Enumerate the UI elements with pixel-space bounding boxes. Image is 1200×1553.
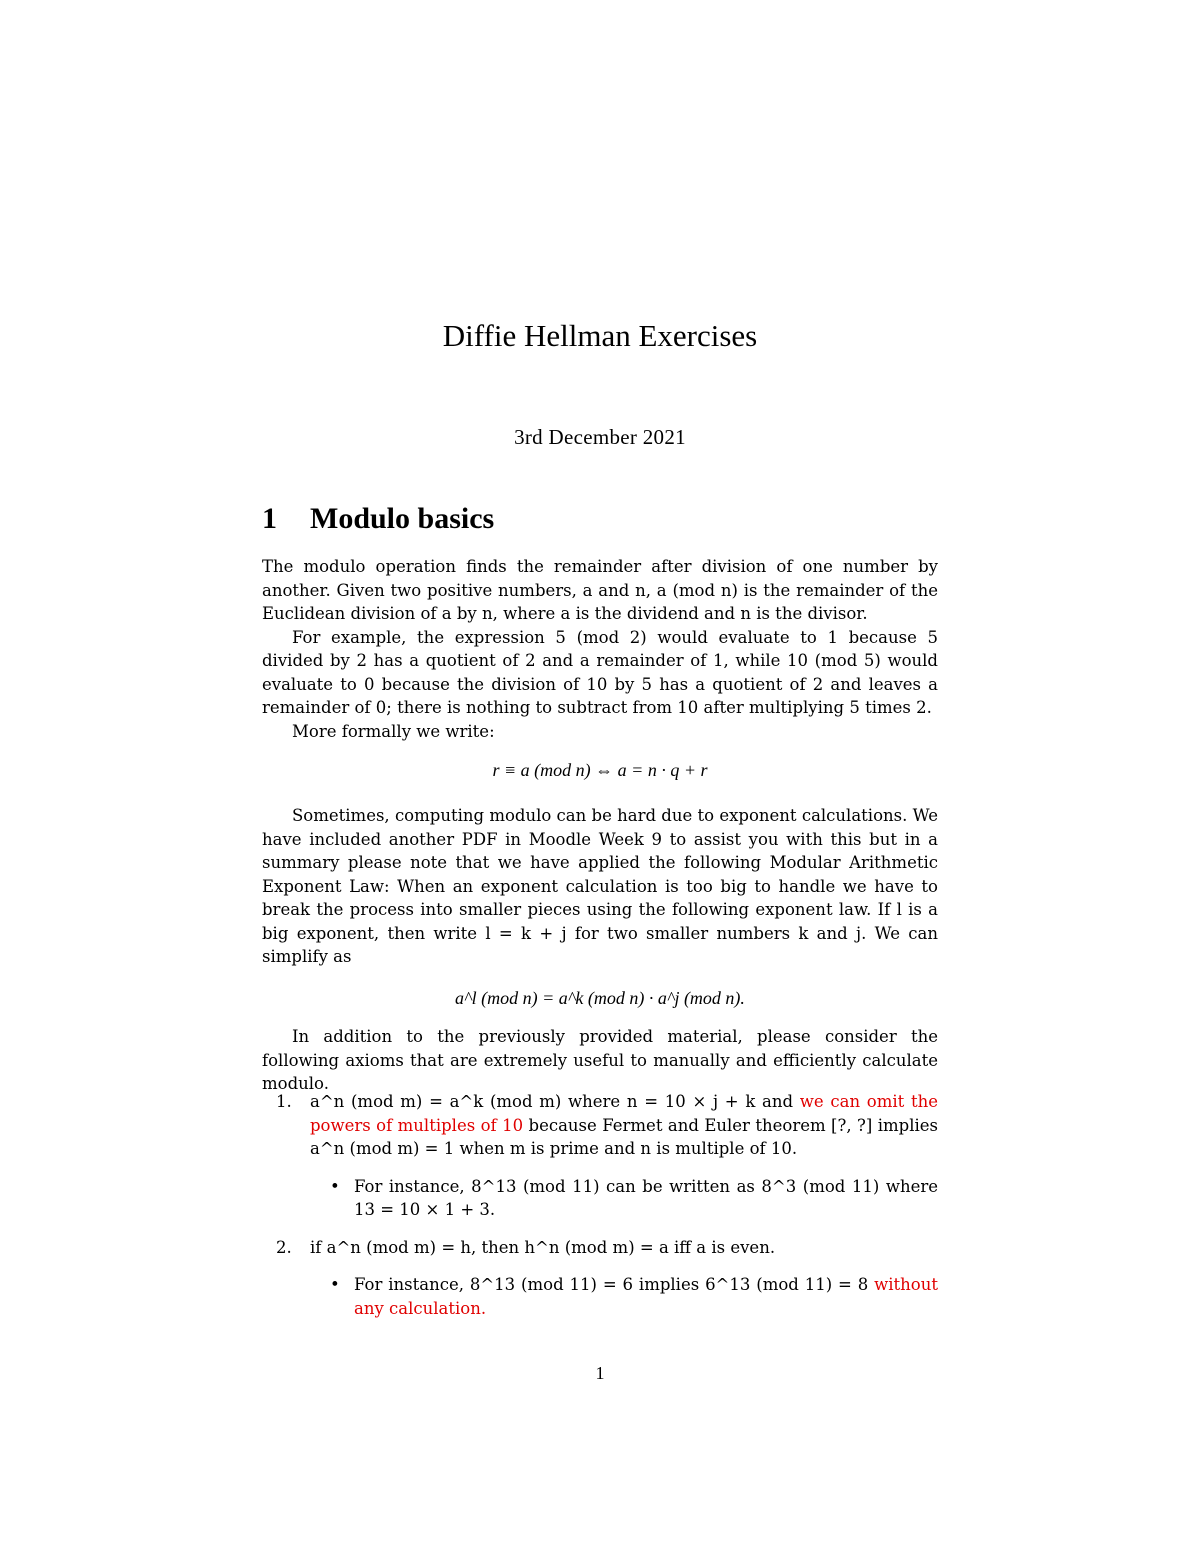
section-heading bbox=[262, 502, 494, 536]
axioms-list bbox=[262, 1090, 938, 1320]
equation-congruence-text: r ≡ a (mod n) ⇔ a = n · q + r bbox=[492, 760, 708, 780]
axiom-item bbox=[262, 1090, 938, 1222]
document-title: Diffie Hellman Exercises bbox=[442, 318, 758, 353]
paragraph-exponent-law: Sometimes, computing modulo can be hard due to exponent calculations. We have included another PDF in Moodle Week 9 to assist you with this but in a summary please note that we have applied the following Modular Arithmetic Exponent Law: When an exponent calculation is too big to handle we have to break the process into smaller pieces using the following exponent law. If l is a big exponent, then write l = k + j for two smaller numbers k and j. We can simplify as bbox=[262, 806, 938, 966]
equation-exponent-text: a^l (mod n) = a^k (mod n) · a^j (mod n). bbox=[455, 988, 745, 1008]
paragraph-example: For example, the expression 5 (mod 2) would evaluate to 1 because 5 divided by 2 has a quotient of 2 and a remainder of 1, while 10 (mod 5) would evaluate to 0 because the division of 10 by 5 has a quotient of 2 and leaves a remainder of 0; there is nothing to subtract from 10 after multiplying 5 times 2. bbox=[262, 627, 938, 717]
axiom-text: if a^n (mod m) = h, then h^n (mod m) = a iff a is even. bbox=[310, 1237, 776, 1257]
axiom-marker: 2. bbox=[276, 1237, 292, 1257]
axiom-example bbox=[262, 1273, 938, 1320]
equation-congruence bbox=[262, 760, 938, 781]
axiom-example-highlight: without any calculation. bbox=[354, 1275, 938, 1318]
axiom-example-text: For instance, 8^13 (mod 11) can be written as 8^3 (mod 11) where 13 = 10 × 1 + 3. bbox=[354, 1176, 938, 1219]
document-date: 3rd December 2021 bbox=[514, 425, 686, 449]
paragraph-formal: More formally we write: bbox=[292, 721, 495, 741]
section-body-middle bbox=[262, 804, 938, 969]
section-body-axioms-intro bbox=[262, 1025, 938, 1096]
axiom-text-continued: because Fermet and Euler theorem [?, ?] implies a^n (mod m) = 1 when m is prime and n is multiple of 10. bbox=[310, 1115, 939, 1158]
section-number: 1 bbox=[262, 502, 277, 535]
paragraph-axioms-intro: In addition to the previously provided material, please consider the following axioms that are extremely useful to manually and efficiently calculate modulo. bbox=[262, 1027, 938, 1093]
axiom-example bbox=[262, 1175, 938, 1222]
axiom-marker: 1. bbox=[276, 1092, 292, 1111]
section-title: Modulo basics bbox=[310, 502, 495, 535]
equation-exponent bbox=[262, 988, 938, 1009]
axiom-example-text: For instance, 8^13 (mod 11) = 6 implies 6^13 (mod 11) = 8 bbox=[354, 1275, 869, 1294]
axiom-item bbox=[262, 1236, 938, 1321]
page-number: 1 bbox=[595, 1363, 605, 1383]
axiom-highlight: we can omit the powers of multiples of 10 bbox=[310, 1092, 938, 1135]
section-body-top bbox=[262, 555, 938, 743]
paragraph-definition: The modulo operation finds the remainder after division of one number by another. Given two positive numbers, a and n, a (mod n) is the remainder of the Euclidean division of a by n, where a is the dividend and n is the divisor. bbox=[262, 557, 938, 623]
bullet-icon: • bbox=[330, 1275, 340, 1294]
bullet-icon: • bbox=[330, 1176, 340, 1196]
axiom-text: a^n (mod m) = a^k (mod m) where n = 10 × j + k and bbox=[310, 1092, 794, 1111]
